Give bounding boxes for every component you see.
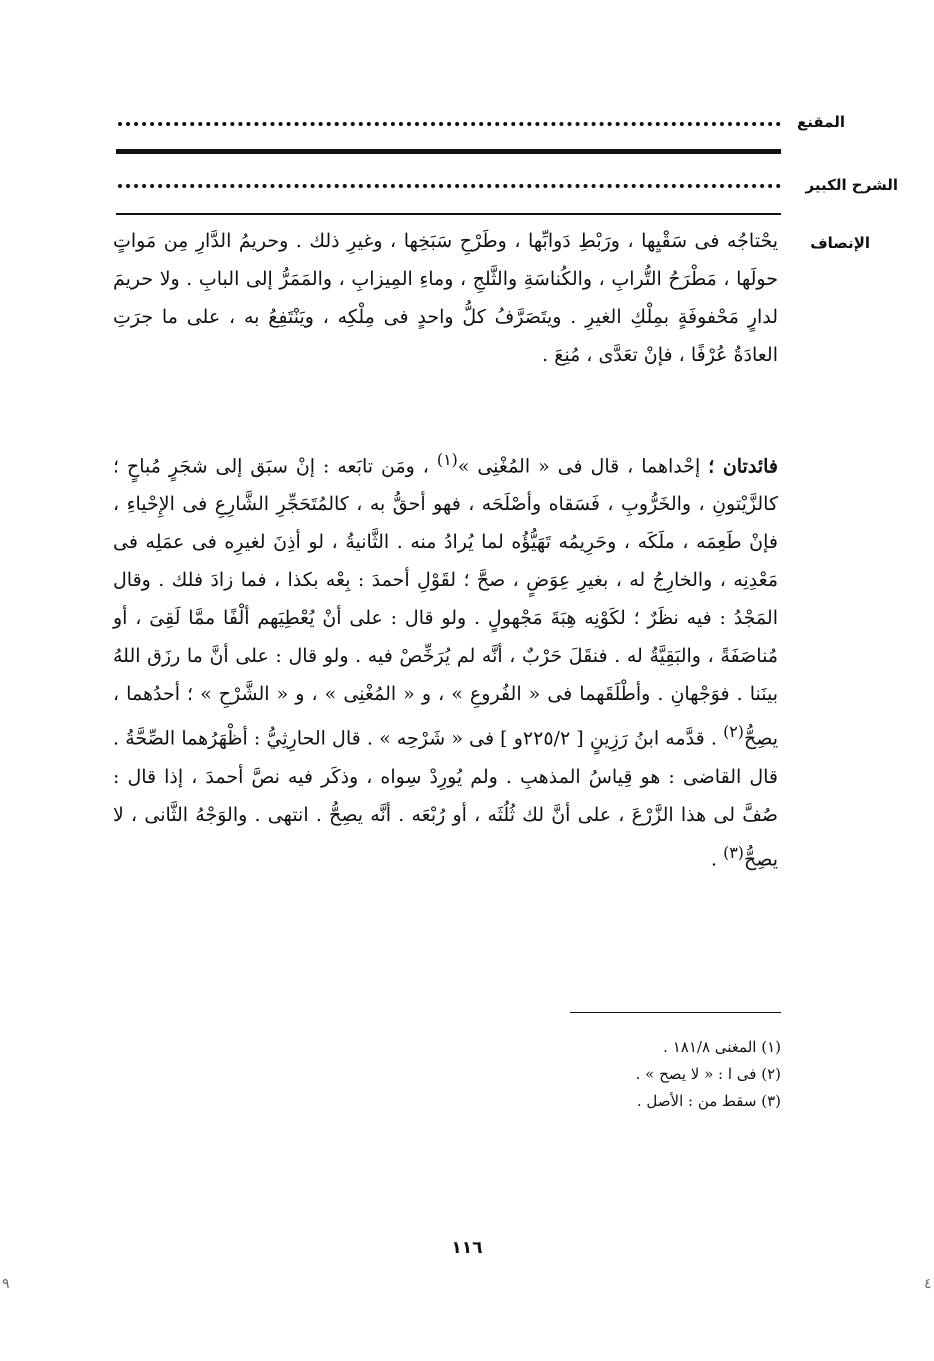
sharh-dotted-line — [118, 184, 781, 188]
insaf-label: الإنصاف — [810, 234, 870, 252]
sharh-label: الشرح الكبير — [805, 176, 898, 194]
edge-mark-left: ٩ — [2, 1276, 10, 1292]
muqni-dotted-line — [118, 122, 781, 126]
thick-rule — [116, 149, 781, 154]
insaf-text-block — [113, 222, 778, 374]
footnote-3: (٣) سقط من : الأصل . — [636, 1092, 781, 1110]
footnote-separator — [570, 1012, 781, 1013]
footnote-1: (١) المغنى ١٨١/٨ . — [663, 1038, 781, 1056]
benefits-text-block — [113, 441, 778, 878]
benefits-text-2: ، ومَن تابَعه : إنْ سبَق إلى شجَرٍ مُباحٍ ؛ كالزَّيْتونِ ، والخَرُّوبِ ، فَسَقاه وأصْلَحَه ، فهو أحقُّ به ، كالمُتَحَجِّرِ الشَّارِعِ فى الإِحْياءِ ، فإنْ طَعِمَه ، ملَكَه ، وحَرِيمُه تَهَيُّؤُه لما يُرادُ منه . الثَّانيةُ ، لو أذِنَ لغيرِه فى عمَلِه فى مَعْدِنِه ، والخارِجُ له ، بغيرِ عِوَضٍ ، صحَّ ؛ لقَوْلِ أحمدَ : بِعْه بكذا ، فما زادَ فلك . وقال المَجْدُ : فيه نظَرٌ ؛ لكَوْنِه هِبَةَ مَجْهولٍ . ولو قال : على أنْ يُعْطِيَهم ألْفًا ممَّا لَقِىَ ، أو مُناصَفَةً ، والبَقِيَّةُ له . فنقَلَ حَرْبٌ ، أنَّه لم يُرَخِّصْ فيه . ولو قال : على أنَّ ما رزَق اللهُ بينَنا . فوَجْهانِ . وأطْلَقَهما فى « الفُروعِ » ، و « المُغْنِى » ، و « الشَّرْحِ » ؛ أحدُهما ، يصِحُّ — [113, 455, 778, 750]
benefits-paragraph — [113, 441, 778, 878]
thin-rule — [116, 213, 781, 215]
footnote-2: (٢) فى ا : « لا يصح » . — [635, 1065, 781, 1083]
benefits-text-4: . — [710, 847, 724, 870]
page-number: ١١٦ — [451, 1238, 483, 1258]
insaf-paragraph: يحْتاجُه فى سَقْيِها ، ورَبْطِ دَوابِّها ، وطَرْحِ سَبَخِها ، وغيرِ ذلك . وحريمُ الدَّارِ مِن مَواتٍ حولَها ، مَطْرَحُ التُّرابِ ، والكُناسَةِ والثَّلجِ ، وماءِ المِيزابِ ، والمَمَرُّ إلى البابِ . ولا حريمَ لدارٍ مَحْفوفَةٍ بمِلْكِ الغيرِ . ويتَصَرَّفُ كلُّ واحدٍ فى مِلْكِه ، ويَنْتَفِعُ به ، على ما جرَتِ العادَةُ عُرْفًا ، فإنْ تعَدَّى ، مُنِعَ . — [113, 230, 778, 366]
footnote-ref-3: (٣) — [723, 842, 744, 862]
footnotes — [636, 1034, 781, 1115]
benefits-heading: فائدتان ؛ — [708, 455, 778, 478]
footnote-ref-2: (٢) — [723, 722, 744, 742]
footnote-ref-1: (١) — [436, 450, 458, 469]
benefits-text-1: إحْداهما ، قال فى « المُغْنِى » — [457, 455, 709, 478]
benefits-text-3: . قدَّمه ابنُ رَزِينٍ [ ٢٢٥/٢و ] فى « شَرْحِه » . قال الحارِثِيُّ : أظْهَرُهما الصِّحَّةُ . قال القاضى : هو قِياسُ المذهبِ . ولم يُورِدْ سِواه ، وذكَر فيه نصَّ أحمدَ ، إذا قال : صُفَّ لى هذا الزَّرْعَ ، على أنَّ لك ثُلُثَه ، أو رُبْعَه . أنَّه يصِحُّ . انتهى . والوَجْهُ الثَّانى ، لا يصِحُّ — [113, 727, 778, 870]
muqni-label: المقنع — [797, 113, 845, 131]
edge-mark-right: ٤ — [924, 1276, 932, 1292]
